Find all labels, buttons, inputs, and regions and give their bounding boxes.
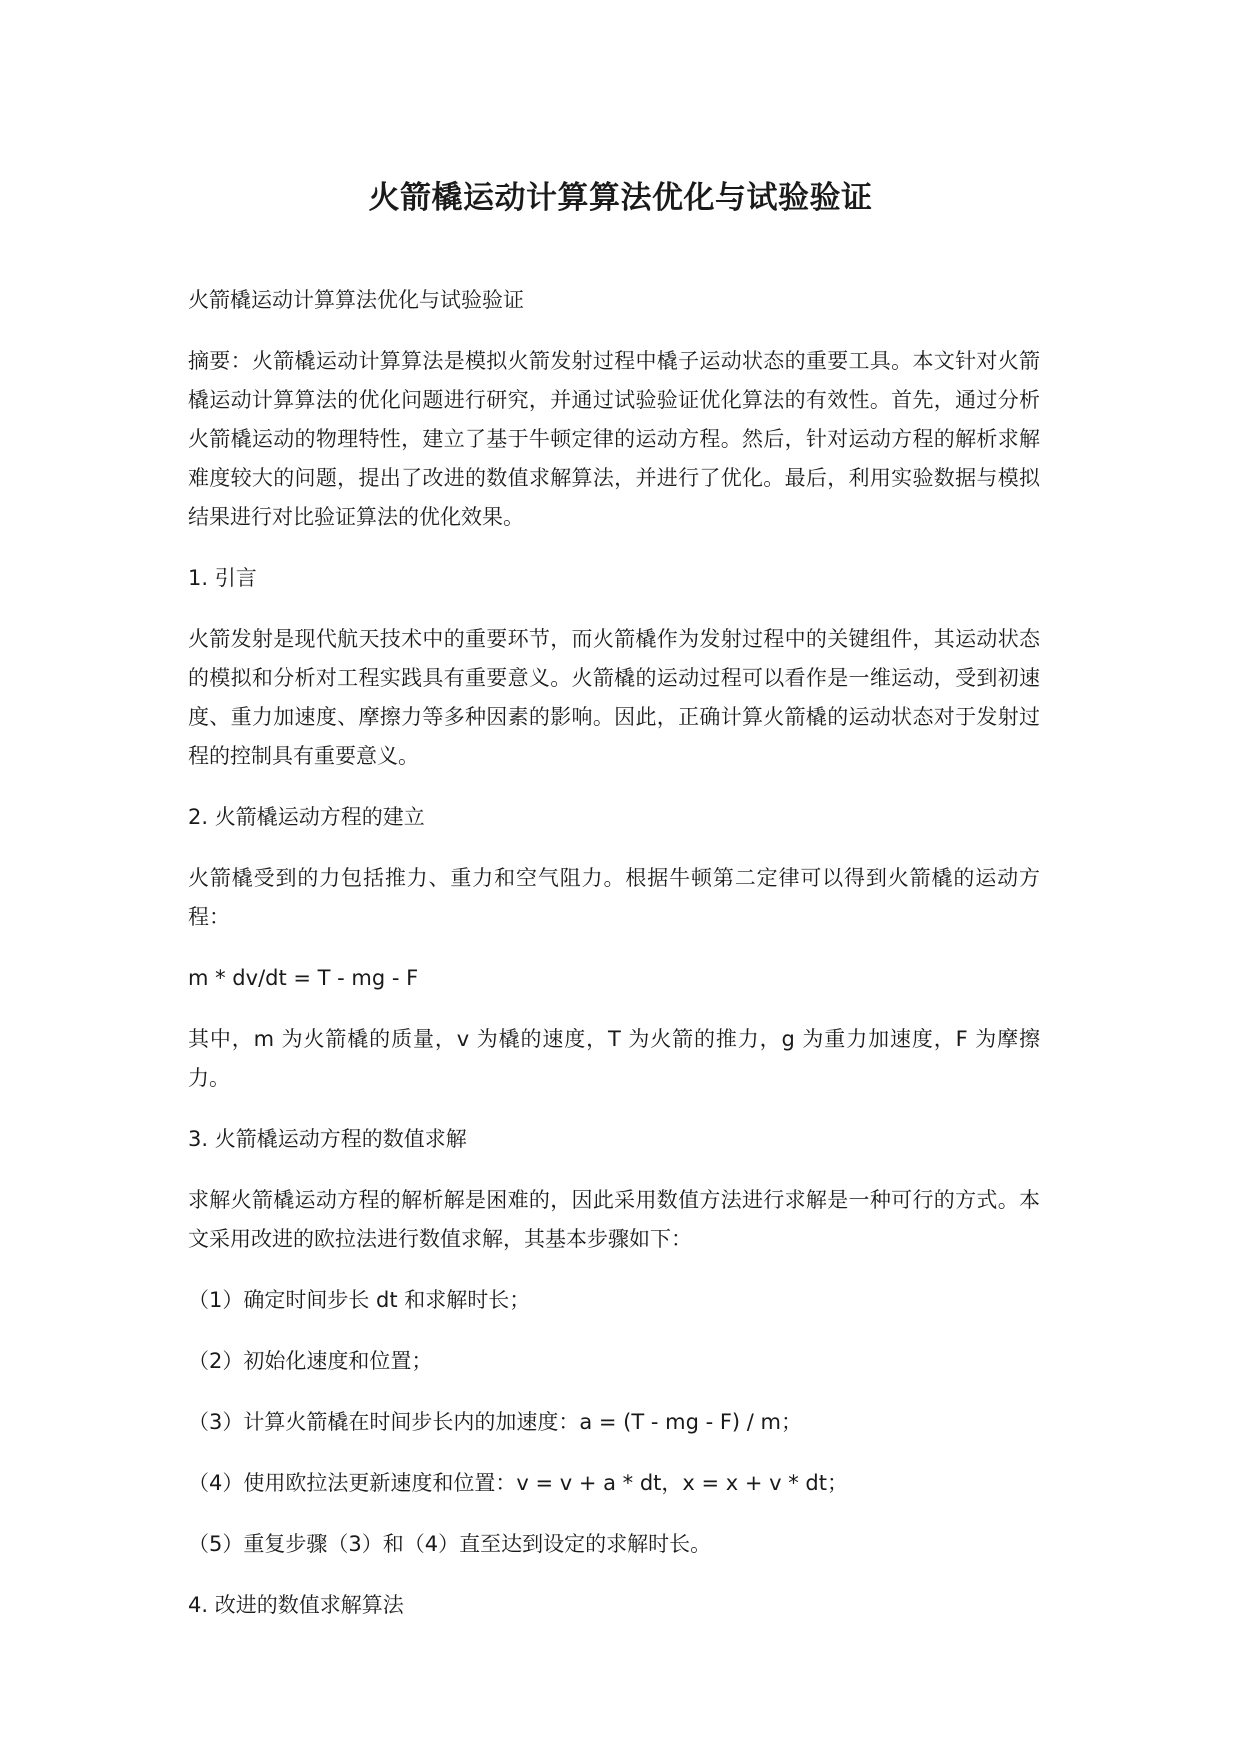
section-2-paragraph: 火箭橇受到的力包括推力、重力和空气阻力。根据牛顿第二定律可以得到火箭橇的运动方程： xyxy=(188,866,1040,929)
section-1-paragraph: 火箭发射是现代航天技术中的重要环节，而火箭橇作为发射过程中的关键组件，其运动状态的模拟和分析对工程实践具有重要意义。火箭橇的运动过程可以看作是一维运动，受到初速度、重力加速度、摩擦力等多种因素的影响。因此，正确计算火箭橇的运动状态对于发射过程的控制具有重要意义。 xyxy=(188,627,1040,768)
step-item: （2）初始化速度和位置； xyxy=(188,1349,433,1373)
document-subtitle: 火箭橇运动计算算法优化与试验验证 xyxy=(188,288,524,312)
step-item: （5）重复步骤（3）和（4）直至达到设定的求解时长。 xyxy=(188,1532,712,1556)
section-2-heading: 2. 火箭橇运动方程的建立 xyxy=(188,805,425,829)
step-item: （1）确定时间步长 dt 和求解时长； xyxy=(188,1288,531,1312)
document-body xyxy=(188,281,1040,1647)
step-item: （3）计算火箭橇在时间步长内的加速度：a = (T - mg - F) / m； xyxy=(188,1410,802,1434)
section-3-heading: 3. 火箭橇运动方程的数值求解 xyxy=(188,1127,467,1151)
motion-equation: m * dv/dt = T - mg - F xyxy=(188,966,419,990)
equation-explanation: 其中，m 为火箭橇的质量，v 为橇的速度，T 为火箭的推力，g 为重力加速度，F 为摩擦力。 xyxy=(188,1027,1040,1090)
abstract-paragraph: 摘要：火箭橇运动计算算法是模拟火箭发射过程中橇子运动状态的重要工具。本文针对火箭橇运动计算算法的优化问题进行研究，并通过试验验证优化算法的有效性。首先，通过分析火箭橇运动的物理特性，建立了基于牛顿定律的运动方程。然后，针对运动方程的解析求解难度较大的问题，提出了改进的数值求解算法，并进行了优化。最后，利用实验数据与模拟结果进行对比验证算法的优化效果。 xyxy=(188,349,1040,529)
section-1-heading: 1. 引言 xyxy=(188,566,257,590)
document-title: 火箭橇运动计算算法优化与试验验证 xyxy=(368,180,873,216)
section-4-heading: 4. 改进的数值求解算法 xyxy=(188,1593,404,1617)
section-3-paragraph: 求解火箭橇运动方程的解析解是困难的，因此采用数值方法进行求解是一种可行的方式。本文采用改进的欧拉法进行数值求解，其基本步骤如下： xyxy=(188,1188,1040,1251)
step-item: （4）使用欧拉法更新速度和位置：v = v + a * dt，x = x + v * dt； xyxy=(188,1471,848,1495)
